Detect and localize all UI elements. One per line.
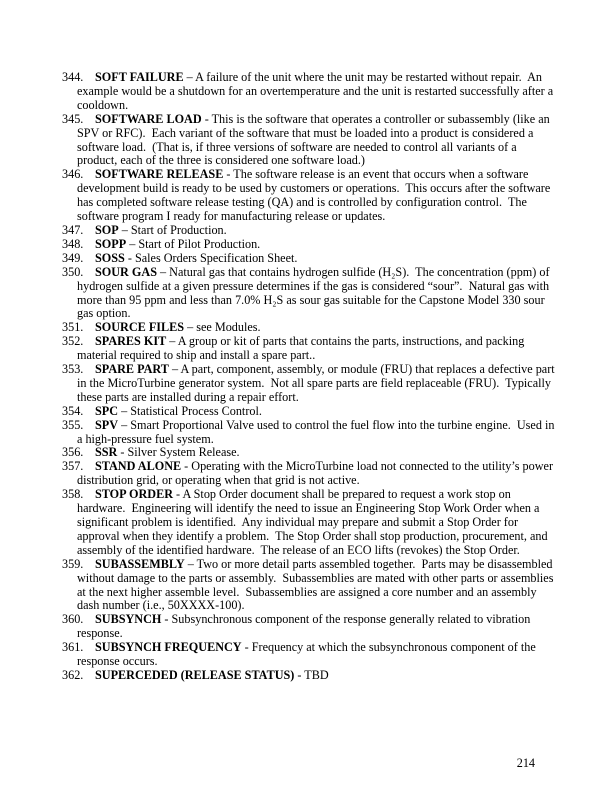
entry-term: SUBSYNCH [95,612,162,627]
glossary-entry [62,236,556,252]
entry-number: 355. [62,417,84,432]
entry-definition: – see Modules. [184,320,261,335]
entry-number: 351. [62,320,84,335]
glossary-entry [62,111,556,169]
entry-definition: - Frequency at which the subsynchronous component of the response occurs. [77,640,539,669]
entry-definition: – Two or more detail parts assembled together. Parts may be disassembled without damage to the parts or assembly. Subassemblies are mated with other parts or assemblies at the next higher assemble level. Subassemblies are assigned a core number and an assembly dash number (i.e., 50XXXX-100). [77,556,557,613]
entry-definition: - A Stop Order document shall be prepared to request a work stop on hardware. Engineering will identify the need to issue an Engineering Stop Work Order when a significant problem is identified. Any individual may prepare and submit a Stop Order for approval when they identify a problem. The Stop Order shall stop production, procurement, and assembly of the identified hardware. The release of an ECO lifts (revokes) the Stop Order. [77,487,551,557]
entry-term: SOFTWARE RELEASE [95,167,224,182]
page-number: 214 [516,756,535,770]
entry-number: 359. [62,556,84,571]
glossary-entry [62,459,557,488]
glossary-entry [62,417,558,447]
entry-term: SUPERCEDED (RELEASE STATUS) [95,667,295,682]
entry-term: SOSS [95,250,125,265]
glossary-entry [62,403,556,419]
entry-definition: – Start of Pilot Production. [126,236,261,251]
entry-number: 347. [62,222,84,237]
glossary-entry [62,640,556,669]
entry-term: SOP [95,222,119,237]
entry-term: SPV [95,417,119,432]
entry-definition: - Operating with the MicroTurbine load not connected to the utility’s power distribution grid, or operating when that grid is not active. [77,459,557,488]
entry-definition: - Subsynchronous component of the response generally related to vibration response. [77,612,534,641]
entry-term: SOUR GAS [95,264,157,279]
glossary-entry [62,556,557,614]
glossary-entry [62,445,556,460]
entry-definition: – Statistical Process Control. [118,403,262,418]
entry-term: SPC [95,403,119,418]
entry-number: 348. [62,236,84,251]
glossary-list [62,71,556,683]
entry-number: 360. [62,612,84,627]
entry-definition: – A part, component, assembly, or module (FRU) that replaces a defective part in the MicroTurbine generator system. Not all spare parts are field replaceable (FRU). Typically these parts are installed during a repair effort. [77,362,558,404]
entry-term: SUBSYNCH FREQUENCY [95,640,242,655]
entry-term: SOFT FAILURE [95,70,184,84]
entry-number: 349. [62,250,84,265]
glossary-entry [62,167,556,224]
entry-number: 356. [62,445,84,460]
entry-term: STOP ORDER [95,487,173,502]
entry-number: 353. [62,362,84,377]
entry-definition: – A failure of the unit where the unit may be restarted without repair. An example would be a shutdown for an overtemperature and the unit is restarted successfully after a cooldown. [77,70,557,112]
entry-definition: – A group or kit of parts that contains the parts, instructions, and packing material required to ship and install a spare part.. [77,334,528,363]
entry-definition: - Silver System Release. [117,445,240,460]
entry-definition: – Natural gas that contains hydrogen sulfide (H₂S). The concentration (ppm) of hydrogen sulfide at a given pressure determines if the gas is considered “sour”. Natural gas with more than 95 ppm and less than 7.0% H₂S as sour gas suitable for the Capstone Model 330 sour gas option. [77,264,553,321]
glossary-entry [62,222,556,238]
entry-number: 344. [62,70,84,84]
glossary-entry [62,320,556,335]
entry-definition: - Sales Orders Specification Sheet. [124,250,298,265]
entry-number: 346. [62,167,84,182]
glossary-entry [62,70,557,113]
entry-term: SOURCE FILES [95,320,185,335]
glossary-entry [62,362,558,405]
entry-number: 352. [62,334,84,349]
entry-term: SPARE PART [95,362,169,377]
entry-number: 354. [62,403,84,418]
entry-term: SOPP [95,236,127,251]
entry-term: SUBASSEMBLY [95,556,185,571]
glossary-entry [62,264,556,322]
entry-number: 350. [62,264,84,279]
entry-definition: - This is the software that operates a controller or subassembly (like an SPV or RFC). Each variant of the software that must be loaded into a product is considered a software load. (That is, if three versions of software are needed to control all variants of a product, each of the three is considered one software load.) [77,111,553,168]
entry-number: 362. [62,667,84,682]
entry-term: SOFTWARE LOAD [95,111,202,126]
glossary-entry [62,612,556,641]
entry-term: SPARES KIT [95,334,167,349]
glossary-entry [62,487,556,558]
entry-definition: – Smart Proportional Valve used to control the fuel flow into the turbine engine. Used in a high-pressure fuel system. [77,417,558,446]
entry-definition: – Start of Production. [118,222,227,237]
glossary-entry [62,334,556,363]
entry-term: STAND ALONE [95,459,182,474]
entry-definition: - TBD [294,667,329,682]
entry-term: SSR [95,445,118,460]
entry-number: 361. [62,640,84,655]
entry-number: 357. [62,459,84,474]
entry-number: 345. [62,111,84,126]
glossary-entry [62,667,556,683]
glossary-entry [62,250,556,266]
entry-number: 358. [62,487,84,502]
entry-definition: - The software release is an event that occurs when a software development build is ready to be used by customers or operations. This occurs after the software has completed software release testing (QA) and is controlled by configuration control. The software program I ready for manufacturing release or updates. [77,167,554,224]
